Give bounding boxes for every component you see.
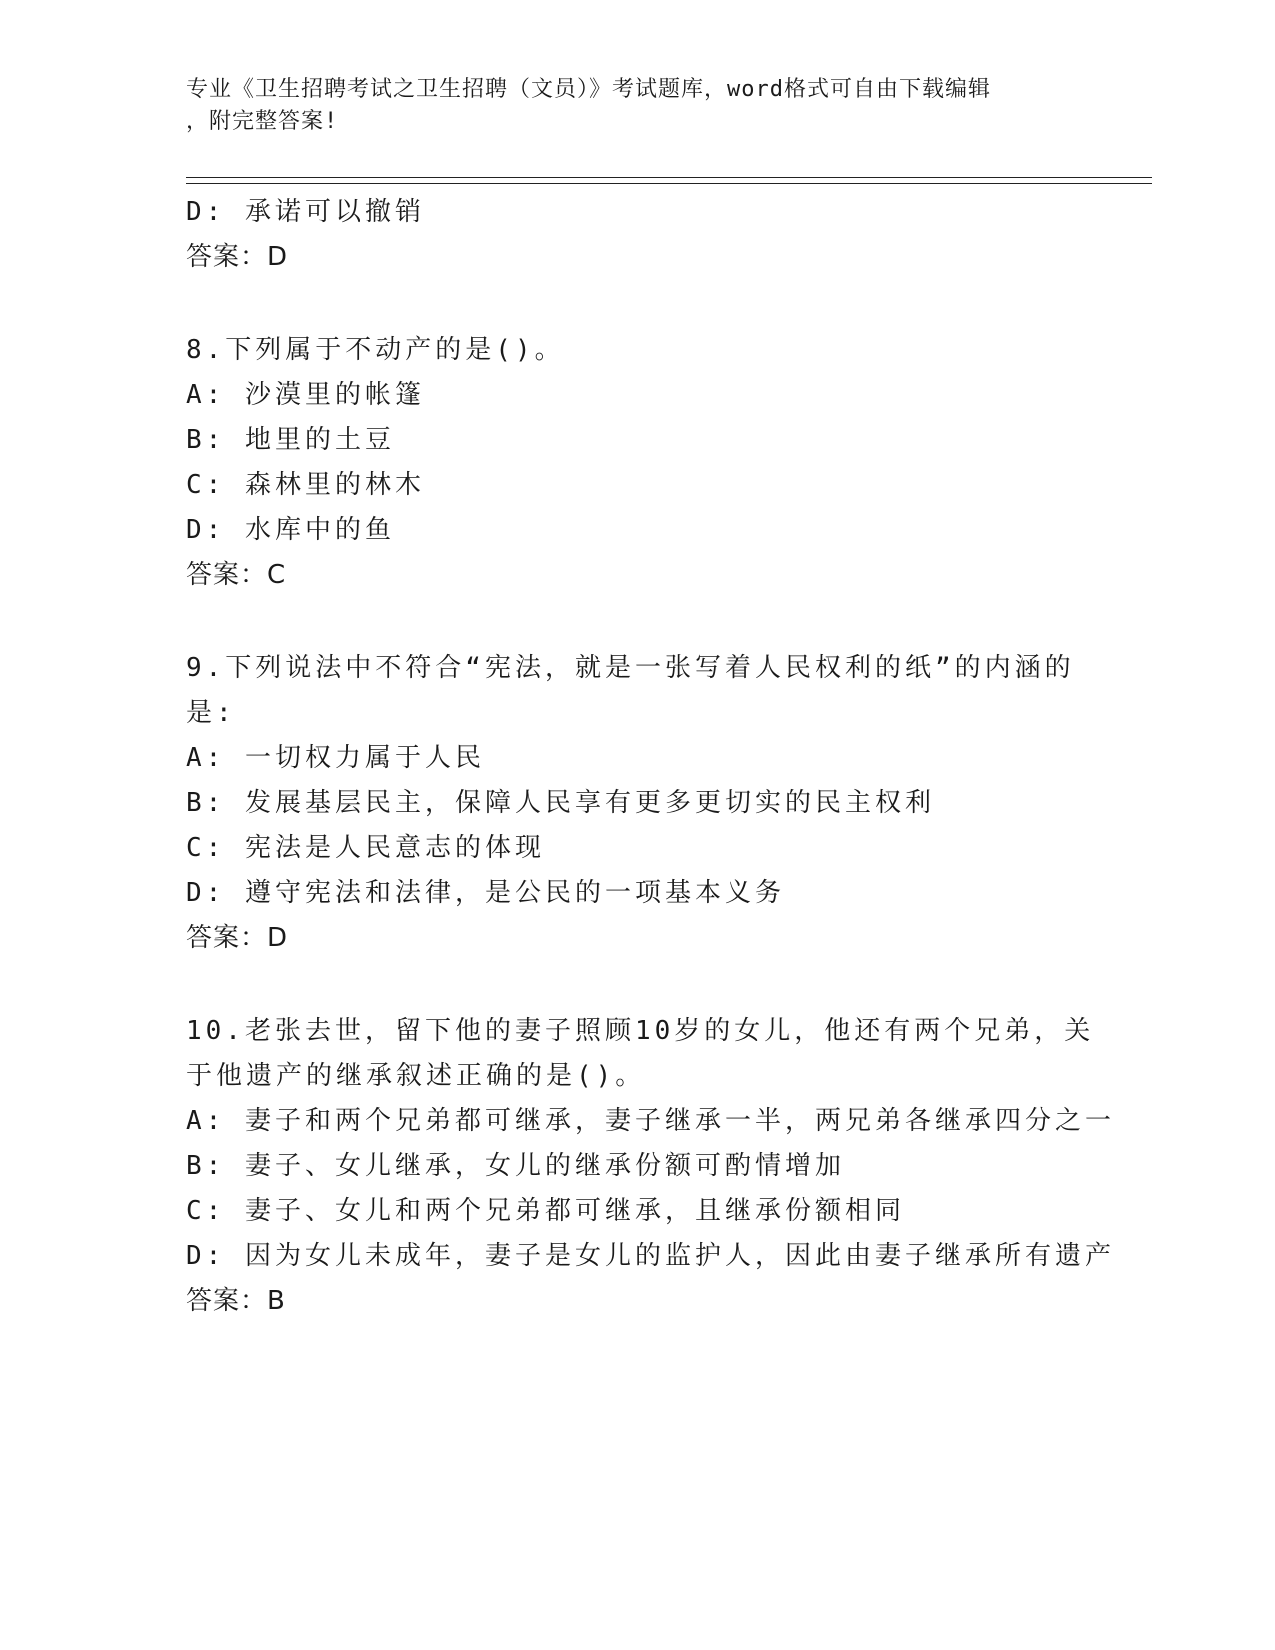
option-a: A: 一切权力属于人民 <box>186 743 485 773</box>
header-divider-top <box>186 177 1152 178</box>
option-c: C: 妻子、女儿和两个兄弟都可继承，且继承份额相同 <box>186 1196 905 1226</box>
header-title-line1: 专业《卫生招聘考试之卫生招聘（文员）》考试题库，word格式可自由下载编辑 <box>186 77 991 102</box>
question-8 <box>186 328 1146 598</box>
question-stem-line2: 是: <box>186 698 236 728</box>
question-stem-line1: 10.老张去世，留下他的妻子照顾10岁的女儿，他还有两个兄弟，关 <box>186 1016 1095 1046</box>
question-list <box>186 190 1146 1324</box>
option-a: A: 沙漠里的帐篷 <box>186 380 425 410</box>
option-b: B: 地里的土豆 <box>186 425 395 455</box>
question-7-tail <box>186 190 1146 280</box>
answer-line: 答案：D <box>186 923 289 953</box>
question-9 <box>186 646 1146 961</box>
option-d: D: 遵守宪法和法律，是公民的一项基本义务 <box>186 878 785 908</box>
option-d: D: 承诺可以撤销 <box>186 197 425 227</box>
spacer <box>186 280 1146 328</box>
spacer <box>186 961 1146 1009</box>
question-stem: 8.下列属于不动产的是()。 <box>186 335 565 365</box>
option-a: A: 妻子和两个兄弟都可继承，妻子继承一半，两兄弟各继承四分之一 <box>186 1106 1115 1136</box>
option-c: C: 宪法是人民意志的体现 <box>186 833 545 863</box>
option-d: D: 水库中的鱼 <box>186 515 395 545</box>
spacer <box>186 598 1146 646</box>
answer-line: 答案：B <box>186 1286 286 1316</box>
answer-line: 答案：D <box>186 242 289 272</box>
option-d: D: 因为女儿未成年，妻子是女儿的监护人，因此由妻子继承所有遗产 <box>186 1241 1115 1271</box>
option-c: C: 森林里的林木 <box>186 470 425 500</box>
question-10 <box>186 1009 1146 1324</box>
option-b: B: 发展基层民主，保障人民享有更多更切实的民主权利 <box>186 788 935 818</box>
page-header <box>186 74 1066 138</box>
question-stem-line1: 9.下列说法中不符合“宪法，就是一张写着人民权利的纸”的内涵的 <box>186 653 1075 683</box>
header-divider-bottom <box>186 183 1152 184</box>
header-title-line2: ，附完整答案! <box>186 109 339 134</box>
question-stem-line2: 于他遗产的继承叙述正确的是()。 <box>186 1061 646 1091</box>
answer-line: 答案：C <box>186 560 287 590</box>
option-b: B: 妻子、女儿继承，女儿的继承份额可酌情增加 <box>186 1151 845 1181</box>
